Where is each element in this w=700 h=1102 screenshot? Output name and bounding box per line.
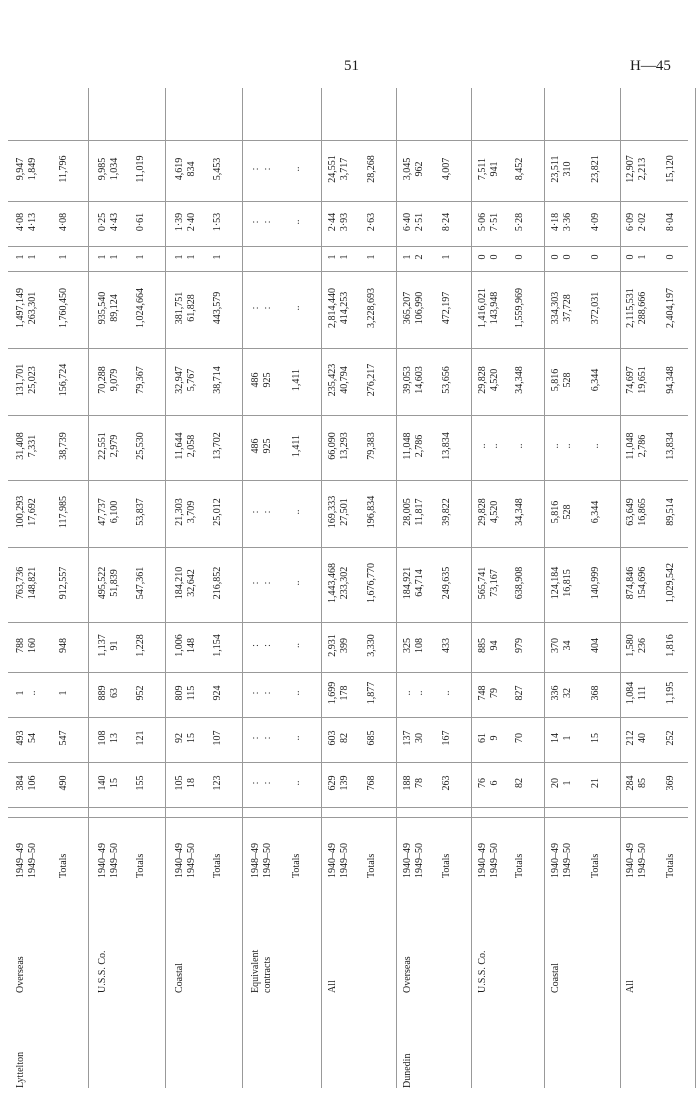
table-cell: 372,031 xyxy=(589,291,601,325)
table-cell: 4,007 xyxy=(441,157,453,181)
table-cell: 0 0 xyxy=(550,254,574,260)
table-cell: 0 xyxy=(514,254,526,260)
table-cell: 70 xyxy=(514,733,526,743)
page-number: 51 xyxy=(344,58,359,74)
column-divider xyxy=(8,547,688,548)
table-cell: : : xyxy=(249,691,273,695)
table-cell: 952 xyxy=(135,685,147,701)
table-cell: .. xyxy=(290,219,302,225)
table-cell: 124,184 16,815 xyxy=(550,566,574,600)
year-label: 1940–49 1949–50 xyxy=(174,843,198,878)
table-cell: 748 79 xyxy=(476,685,500,701)
table-cell: 334,303 37,728 xyxy=(550,291,574,325)
table-cell: 1 .. xyxy=(15,690,39,696)
year-label: Totals xyxy=(135,853,147,878)
table-cell: 66,090 13,293 xyxy=(326,432,350,460)
table-row xyxy=(97,88,127,1088)
table-cell: 167 xyxy=(441,730,453,746)
column-divider xyxy=(8,762,688,763)
table-cell: 547,361 xyxy=(135,566,147,600)
table-cell: : : xyxy=(249,736,273,740)
table-cell: 685 xyxy=(365,730,377,746)
statistics-table xyxy=(8,88,688,1088)
table-row xyxy=(590,88,612,1088)
table-cell: : : xyxy=(249,581,273,585)
table-cell: .. .. xyxy=(550,443,574,449)
table-cell: .. xyxy=(589,443,601,449)
table-row xyxy=(514,88,536,1088)
column-divider xyxy=(8,480,688,481)
table-cell: 404 xyxy=(589,638,601,653)
table-cell: 1,443,468 233,302 xyxy=(326,563,350,603)
year-label: 1940–49 1949–50 xyxy=(401,843,425,878)
year-label: 1940–49 1949–50 xyxy=(550,843,574,878)
year-label: 1940–49 1949–50 xyxy=(326,843,350,878)
year-label: 1940–49 1949–50 xyxy=(625,843,649,878)
year-label: 1940–49 1949–50 xyxy=(97,843,121,878)
service-type: Coastal xyxy=(174,963,186,993)
table-cell: 1,137 91 xyxy=(97,634,121,657)
column-divider xyxy=(8,140,688,141)
table-cell: 184,210 32,642 xyxy=(174,566,198,600)
table-cell: 39,053 14,603 xyxy=(401,366,425,394)
table-cell: 490 xyxy=(58,775,70,791)
table-cell: 889 63 xyxy=(97,685,121,701)
table-cell: 9,947 1,849 xyxy=(15,157,39,181)
table-cell: .. xyxy=(514,443,526,449)
table-cell: 1 1 xyxy=(97,254,121,260)
table-cell: 105 18 xyxy=(174,775,198,791)
table-cell: 21,303 3,709 xyxy=(174,498,198,526)
table-cell: 565,741 73,167 xyxy=(476,566,500,600)
table-row xyxy=(135,88,157,1088)
table-cell: 1,559,969 xyxy=(514,288,526,328)
table-cell: 1,029,542 xyxy=(664,563,676,603)
table-cell: 1 xyxy=(135,254,147,260)
year-label: Totals xyxy=(290,853,302,878)
table-row xyxy=(15,88,45,1088)
service-type: U.S.S. Co. xyxy=(97,950,109,993)
table-cell: 495,522 51,839 xyxy=(97,566,121,600)
table-cell: 4·09 xyxy=(589,212,601,232)
column-divider xyxy=(8,246,688,247)
column-divider xyxy=(8,717,688,718)
table-cell: 384 106 xyxy=(15,775,39,791)
table-cell: 63,649 16,865 xyxy=(625,498,649,526)
table-cell: 1 xyxy=(58,254,70,260)
table-cell: 2,115,531 288,666 xyxy=(625,288,649,328)
table-cell: 1,497,149 263,301 xyxy=(15,288,39,328)
table-cell: 472,197 xyxy=(441,291,453,325)
table-cell: 13,834 xyxy=(664,432,676,460)
service-type: All xyxy=(625,980,637,993)
table-cell: 0 xyxy=(589,254,601,260)
table-cell: 763,736 148,821 xyxy=(15,566,39,600)
table-row xyxy=(174,88,204,1088)
table-cell: 827 xyxy=(514,685,526,701)
row-divider xyxy=(544,88,545,1088)
table-cell: 184,921 64,714 xyxy=(401,566,425,600)
table-cell: 107 xyxy=(212,730,223,746)
table-cell: 1 xyxy=(58,690,70,696)
table-cell: 0·61 xyxy=(135,212,147,232)
table-cell: 212 40 xyxy=(625,730,649,746)
table-cell: : : xyxy=(249,220,273,224)
table-cell: 5,453 xyxy=(212,157,223,181)
table-cell: 912,557 xyxy=(58,566,70,600)
table-cell: 74,697 19,651 xyxy=(625,366,649,394)
table-cell: 25,530 xyxy=(135,432,147,460)
column-divider xyxy=(8,201,688,202)
table-cell: 32,947 5,767 xyxy=(174,366,198,394)
table-cell: 24,551 3,717 xyxy=(326,155,350,183)
service-type: U.S.S. Co. xyxy=(476,950,488,993)
table-cell: 6,344 xyxy=(589,368,601,392)
table-row xyxy=(665,88,687,1088)
table-cell: 11,048 2,786 xyxy=(625,432,649,460)
table-cell: 23,511 310 xyxy=(550,155,574,183)
port-name: Lyttelton xyxy=(15,1051,27,1088)
table-cell: 336 32 xyxy=(550,685,574,701)
table-cell: 21 xyxy=(589,778,601,788)
year-label: Totals xyxy=(365,853,377,878)
table-cell: 325 108 xyxy=(401,638,425,653)
table-cell: 1,411 xyxy=(290,368,302,392)
table-cell: 486 925 xyxy=(249,438,273,454)
table-cell: 1 2 xyxy=(401,254,425,260)
table-cell: 5,816 528 xyxy=(550,368,574,392)
table-cell: 4·08 4·13 xyxy=(15,212,39,232)
table-cell: 15,120 xyxy=(664,155,676,183)
table-cell: 38,739 xyxy=(58,432,70,460)
table-cell: 25,012 xyxy=(212,498,223,526)
table-cell: 1,699 178 xyxy=(326,681,350,705)
table-cell: .. xyxy=(290,305,302,311)
year-label: Totals xyxy=(664,853,676,878)
column-divider xyxy=(8,807,688,808)
row-divider xyxy=(88,88,89,1088)
table-cell: 82 xyxy=(514,778,526,788)
table-cell: 948 xyxy=(58,638,70,653)
table-row xyxy=(402,88,432,1088)
table-cell: 11,644 2,058 xyxy=(174,432,198,460)
table-cell: 137 30 xyxy=(401,730,425,746)
table-cell: 155 xyxy=(135,775,147,791)
table-cell: 4·08 xyxy=(58,212,70,232)
table-row xyxy=(625,88,655,1088)
column-divider xyxy=(8,817,688,818)
table-cell: 34,348 xyxy=(514,498,526,526)
table-cell: : : xyxy=(249,306,273,310)
table-cell: 156,724 xyxy=(58,363,70,397)
table-cell: 8,452 xyxy=(514,157,526,181)
service-type: Overseas xyxy=(401,956,413,993)
year-label: Totals xyxy=(212,853,223,878)
table-cell: 70,288 9,079 xyxy=(97,366,121,394)
table-cell: 1 xyxy=(441,254,453,260)
table-row xyxy=(441,88,463,1088)
table-cell: 117,985 xyxy=(58,495,70,529)
table-cell: 131,701 25,023 xyxy=(15,363,39,397)
table-cell: 1,816 xyxy=(664,634,676,657)
table-cell: 603 82 xyxy=(326,730,350,746)
table-cell: 1·53 xyxy=(212,212,223,232)
service-type: Overseas xyxy=(15,956,27,993)
table-cell: 31,408 7,331 xyxy=(15,432,39,460)
table-cell: 1·39 2·40 xyxy=(174,212,198,232)
table-cell: 76 6 xyxy=(476,778,500,788)
table-cell: 79,367 xyxy=(135,366,147,394)
table-cell: 381,751 61,828 xyxy=(174,291,198,325)
table-cell: 14 1 xyxy=(550,733,574,743)
table-cell: 47,737 6,100 xyxy=(97,498,121,526)
table-row xyxy=(291,88,313,1088)
table-cell: 8·24 xyxy=(441,212,453,232)
table-cell: 263 xyxy=(441,775,453,791)
table-cell: 1 1 xyxy=(15,254,39,260)
table-cell: .. xyxy=(290,166,302,172)
table-cell: 34,348 xyxy=(514,366,526,394)
table-cell: 369 xyxy=(664,775,676,791)
table-cell: 1 1 xyxy=(326,254,350,260)
table-cell: 28,005 11,817 xyxy=(401,498,425,526)
table-row xyxy=(477,88,507,1088)
service-type: All xyxy=(326,980,338,993)
table-cell: 5·06 7·51 xyxy=(476,212,500,232)
table-cell: 1,024,664 xyxy=(135,288,147,328)
table-cell: 235,423 40,794 xyxy=(326,363,350,397)
table-cell: 629 139 xyxy=(326,775,350,791)
table-cell: 809 115 xyxy=(174,685,198,701)
table-cell: 2·63 xyxy=(365,212,377,232)
year-label: 1949–49 1949–50 xyxy=(15,843,39,878)
table-cell: 1,006 148 xyxy=(174,634,198,657)
table-cell: .. xyxy=(290,690,302,696)
table-cell: 61 9 xyxy=(476,733,500,743)
table-cell: 547 xyxy=(58,730,70,746)
column-divider xyxy=(8,415,688,416)
table-cell: 53,837 xyxy=(135,498,147,526)
table-cell: 5,816 528 xyxy=(550,500,574,524)
table-cell: .. xyxy=(290,780,302,786)
table-cell: 216,852 xyxy=(212,566,223,600)
table-cell: 1 xyxy=(365,254,377,260)
table-cell: 100,293 17,692 xyxy=(15,495,39,529)
table-cell: : : xyxy=(249,644,273,647)
table-cell: 38,714 xyxy=(212,366,223,394)
table-cell: 20 1 xyxy=(550,778,574,788)
table-cell: 79,383 xyxy=(365,432,377,460)
table-cell: 1,154 xyxy=(212,634,223,657)
table-cell: 443,579 xyxy=(212,291,223,325)
table-cell: 29,828 4,520 xyxy=(476,498,500,526)
table-row xyxy=(550,88,580,1088)
table-cell: 39,822 xyxy=(441,498,453,526)
row-divider xyxy=(620,88,621,1088)
row-divider xyxy=(396,88,397,1088)
table-cell: 6,344 xyxy=(589,500,601,524)
table-cell: 140 15 xyxy=(97,775,121,791)
table-cell: 6·40 2·51 xyxy=(401,212,425,232)
table-cell: 1 1 xyxy=(174,254,198,260)
table-cell: 123 xyxy=(212,775,223,791)
table-cell: .. xyxy=(290,509,302,515)
table-cell: 493 54 xyxy=(15,730,39,746)
table-cell: 89,514 xyxy=(664,498,676,526)
service-type: Coastal xyxy=(550,963,562,993)
table-cell: 13,834 xyxy=(441,432,453,460)
table-cell: 1 xyxy=(212,254,223,260)
table-cell: 4,619 834 xyxy=(174,157,198,181)
table-cell: 2·44 3·93 xyxy=(326,212,350,232)
table-cell: .. xyxy=(290,643,302,648)
table-cell: 188 78 xyxy=(401,775,425,791)
table-cell: 433 xyxy=(441,638,453,653)
table-cell: 11,048 2,786 xyxy=(401,432,425,460)
table-cell: 284 85 xyxy=(625,775,649,791)
table-cell: 3,228,693 xyxy=(365,288,377,328)
table-cell: 1,580 236 xyxy=(625,634,649,657)
table-cell: 13,702 xyxy=(212,432,223,460)
year-label: 1940–49 1949–50 xyxy=(476,843,500,878)
table-cell: 370 34 xyxy=(550,638,574,653)
table-cell: 0 xyxy=(664,254,676,260)
table-cell: 788 160 xyxy=(15,638,39,653)
table-cell: 365,207 106,990 xyxy=(401,291,425,325)
year-label: Totals xyxy=(514,853,526,878)
row-divider xyxy=(242,88,243,1088)
table-cell: 1,416,021 143,948 xyxy=(476,288,500,328)
table-cell: 11,796 xyxy=(58,155,70,183)
table-cell: 2,404,197 xyxy=(664,288,676,328)
table-cell: 169,333 27,501 xyxy=(326,495,350,529)
table-cell: 1,228 xyxy=(135,634,147,657)
table-cell: 252 xyxy=(664,730,676,746)
table-cell: 638,908 xyxy=(514,566,526,600)
table-cell: 196,834 xyxy=(365,495,377,529)
table-cell: 0·25 4·43 xyxy=(97,212,121,232)
column-divider xyxy=(8,622,688,623)
table-cell: 979 xyxy=(514,638,526,653)
table-cell: 6·09 2·02 xyxy=(625,212,649,232)
row-divider xyxy=(321,88,322,1088)
year-label: 1948–49 1949–50 xyxy=(249,843,273,878)
year-label: Totals xyxy=(58,853,70,878)
table-cell: 9,985 1,034 xyxy=(97,157,121,181)
table-cell: 874,846 154,696 xyxy=(625,566,649,600)
table-cell: 3,330 xyxy=(365,634,377,657)
table-cell: 5·28 xyxy=(514,212,526,232)
column-divider xyxy=(8,271,688,272)
table-cell: .. xyxy=(290,580,302,586)
table-cell: 1,411 xyxy=(290,434,302,458)
table-cell: 935,540 89,124 xyxy=(97,291,121,325)
table-cell: 140,999 xyxy=(589,566,601,600)
table-cell: 4·18 3·36 xyxy=(550,212,574,232)
table-cell: 276,217 xyxy=(365,363,377,397)
year-label: Totals xyxy=(589,853,601,878)
table-cell: 12,907 2,213 xyxy=(625,155,649,183)
page-reference: H—45 xyxy=(630,58,671,74)
table-cell: 1,676,770 xyxy=(365,563,377,603)
table-cell: 1,195 xyxy=(664,681,676,705)
table-cell: 94,348 xyxy=(664,366,676,394)
service-type: Equivalent contracts xyxy=(249,949,273,993)
table-cell: 11,019 xyxy=(135,155,147,183)
row-divider xyxy=(695,88,696,1088)
table-row xyxy=(366,88,388,1088)
table-cell: 0 1 xyxy=(625,254,649,260)
table-cell: 8·04 xyxy=(664,212,676,232)
table-cell: : : xyxy=(249,781,273,785)
table-cell: 92 15 xyxy=(174,733,198,743)
table-cell: 23,821 xyxy=(589,155,601,183)
row-divider xyxy=(471,88,472,1088)
table-cell: 2,931 399 xyxy=(326,634,350,657)
column-divider xyxy=(8,672,688,673)
table-cell: 29,828 4,520 xyxy=(476,366,500,394)
table-cell: 28,268 xyxy=(365,155,377,183)
table-cell: 15 xyxy=(589,733,601,743)
table-cell: 121 xyxy=(135,730,147,746)
table-cell: 1,084 111 xyxy=(625,681,649,705)
table-cell: 22,551 2,979 xyxy=(97,432,121,460)
table-cell: : : xyxy=(249,510,273,514)
table-cell: 768 xyxy=(365,775,377,791)
table-row xyxy=(250,88,284,1088)
table-cell: 486 925 xyxy=(249,372,273,388)
table-cell: 3,045 962 xyxy=(401,157,425,181)
table-cell: 2,814,440 414,253 xyxy=(326,288,350,328)
table-cell: .. xyxy=(290,735,302,741)
table-cell: : : xyxy=(249,167,273,171)
table-cell: 924 xyxy=(212,685,223,701)
table-cell: 1,760,450 xyxy=(58,288,70,328)
row-divider xyxy=(165,88,166,1088)
table-cell: 249,635 xyxy=(441,566,453,600)
table-cell: 368 xyxy=(589,685,601,701)
table-cell: 0 0 xyxy=(476,254,500,260)
table-row xyxy=(327,88,357,1088)
table-cell: 108 13 xyxy=(97,730,121,746)
table-cell: 1,877 xyxy=(365,681,377,705)
table-cell: 7,511 941 xyxy=(476,157,500,181)
table-row xyxy=(212,88,234,1088)
table-cell: .. .. xyxy=(401,690,425,696)
port-name: Dunedin xyxy=(401,1053,413,1088)
table-cell: .. .. xyxy=(476,443,500,449)
column-divider xyxy=(8,348,688,349)
table-cell: .. xyxy=(441,690,453,696)
table-cell: 53,656 xyxy=(441,366,453,394)
year-label: Totals xyxy=(441,853,453,878)
table-cell: 885 94 xyxy=(476,638,500,653)
table-row xyxy=(58,88,80,1088)
